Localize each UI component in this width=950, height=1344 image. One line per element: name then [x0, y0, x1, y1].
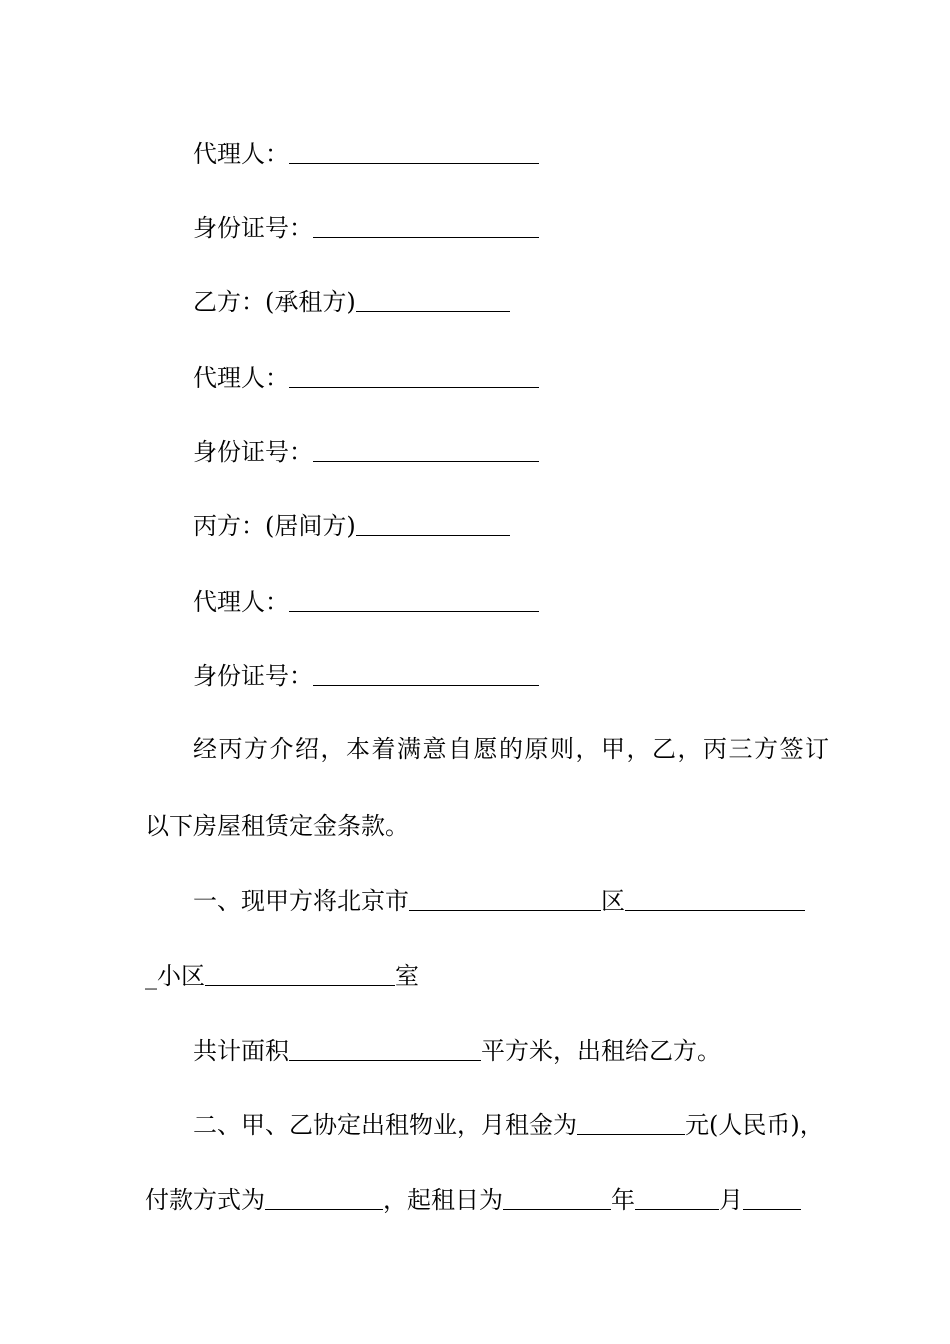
day-blank: [743, 1183, 801, 1210]
id-number-label: 身份证号：: [193, 438, 313, 466]
area-line: [193, 1034, 721, 1067]
party-b-label: 乙方：(承租方): [193, 288, 356, 316]
party-c-blank: [356, 509, 510, 536]
intro-text: 经丙方介绍，本着满意自愿的原则，甲，乙，丙三方签订: [193, 735, 831, 763]
party-b-line: [193, 285, 510, 318]
clause-1-line-2: [145, 959, 419, 992]
area-blank: [289, 1034, 481, 1061]
id-number-blank: [313, 435, 539, 462]
clause-2-line-1: [193, 1108, 824, 1141]
id-number-label: 身份证号：: [193, 214, 313, 242]
payment-method-blank: [265, 1183, 383, 1210]
party-c-line: [193, 509, 510, 542]
community-label: _小区: [145, 962, 205, 990]
agent-line-party-a: [193, 137, 539, 170]
agent-line-party-c: [193, 585, 539, 618]
intro-text: 以下房屋租赁定金条款。: [145, 812, 409, 840]
rent-label: 二、甲、乙协定出租物业，月租金为: [193, 1111, 577, 1139]
month-label: 月: [719, 1186, 743, 1214]
clause-2-line-2: [145, 1183, 801, 1216]
community-blank: [205, 959, 395, 986]
district-blank: [409, 884, 601, 911]
id-number-label: 身份证号：: [193, 662, 313, 690]
agent-label: 代理人：: [193, 588, 289, 616]
clause-1-line-1: [193, 884, 805, 917]
party-c-label: 丙方：(居间方): [193, 512, 356, 540]
district-label: 区: [601, 887, 625, 915]
year-label: 年: [611, 1186, 635, 1214]
month-blank: [635, 1183, 719, 1210]
area-label: 共计面积: [193, 1037, 289, 1065]
agent-label: 代理人：: [193, 140, 289, 168]
rent-unit: 元(人民币)，: [685, 1111, 824, 1139]
id-number-line-party-c: [193, 659, 539, 692]
agent-blank: [289, 585, 539, 612]
start-date-label: ，起租日为: [383, 1186, 503, 1214]
id-number-line-party-a: [193, 211, 539, 244]
agent-blank: [289, 137, 539, 164]
rent-blank: [577, 1108, 685, 1135]
agent-label: 代理人：: [193, 364, 289, 392]
id-number-blank: [313, 211, 539, 238]
agent-line-party-b: [193, 361, 539, 394]
year-blank: [503, 1183, 611, 1210]
intro-paragraph-line-2: [145, 810, 409, 842]
party-b-blank: [356, 285, 510, 312]
room-label: 室: [395, 962, 419, 990]
clause-1-text: 一、现甲方将北京市: [193, 887, 409, 915]
address-blank: [625, 884, 805, 911]
id-number-blank: [313, 659, 539, 686]
area-suffix: 平方米，出租给乙方。: [481, 1037, 721, 1065]
payment-method-label: 付款方式为: [145, 1186, 265, 1214]
agent-blank: [289, 361, 539, 388]
id-number-line-party-b: [193, 435, 539, 468]
intro-paragraph-line-1: [193, 733, 831, 765]
